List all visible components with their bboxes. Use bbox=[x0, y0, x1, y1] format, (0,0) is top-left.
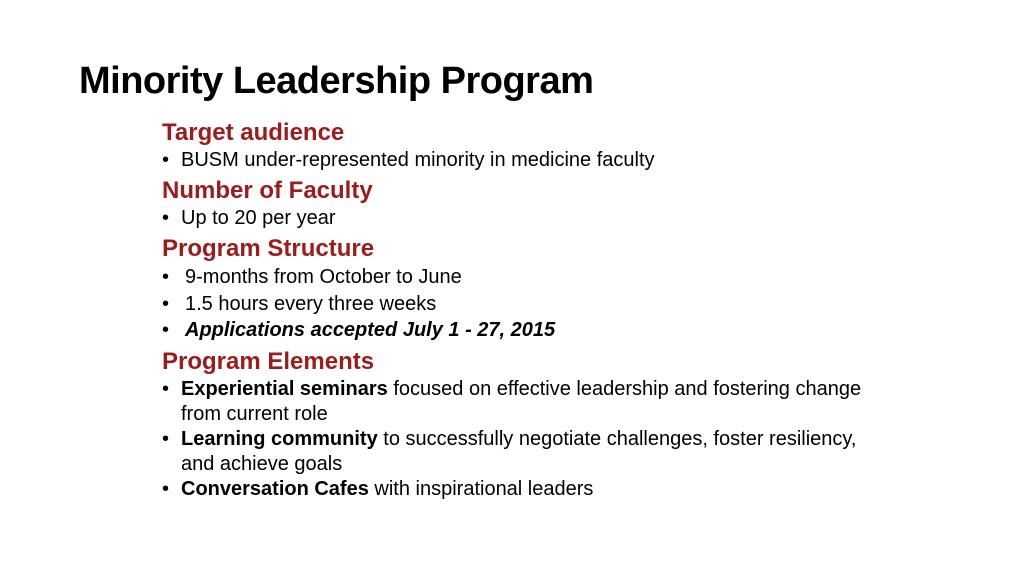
bullet-icon: • bbox=[162, 377, 170, 400]
list-item bbox=[162, 427, 882, 477]
number-of-faculty-list bbox=[162, 206, 882, 231]
list-item-text: BUSM under-represented minority in medicine faculty bbox=[181, 149, 655, 171]
list-item bbox=[162, 206, 882, 231]
section-heading-program-structure: Program Structure bbox=[162, 235, 375, 262]
list-item bbox=[162, 148, 882, 173]
bullet-icon: • bbox=[162, 149, 170, 171]
section-heading-number-of-faculty: Number of Faculty bbox=[162, 177, 373, 204]
list-item bbox=[162, 377, 882, 427]
program-elements-list bbox=[162, 377, 882, 502]
list-item bbox=[162, 317, 882, 344]
bullet-icon: • bbox=[162, 319, 170, 341]
applications-dates-text: Applications accepted July 1 - 27, 2015 bbox=[185, 319, 556, 341]
element-term: Experiential seminars bbox=[181, 377, 388, 400]
section-heading-program-elements: Program Elements bbox=[162, 347, 375, 375]
section-heading-target-audience: Target audience bbox=[162, 119, 345, 146]
element-description: to successfully negotiate challenges, foster resiliency, and achieve goals bbox=[181, 427, 857, 475]
bullet-icon: • bbox=[162, 477, 170, 500]
list-item-text: 9-months from October to June bbox=[185, 266, 462, 288]
element-term: Conversation Cafes bbox=[181, 477, 369, 500]
list-item-text: Up to 20 per year bbox=[181, 207, 336, 229]
element-description: with inspirational leaders bbox=[368, 477, 594, 500]
bullet-icon: • bbox=[162, 292, 170, 315]
bullet-icon: • bbox=[162, 427, 170, 450]
slide-body bbox=[162, 118, 882, 505]
list-item bbox=[162, 477, 882, 502]
bullet-icon: • bbox=[162, 207, 170, 229]
target-audience-list bbox=[162, 148, 882, 173]
element-description: focused on effective leadership and fostering change from current role bbox=[181, 377, 862, 425]
list-item-text: 1.5 hours every three weeks bbox=[185, 292, 437, 315]
list-item bbox=[162, 291, 882, 318]
list-item bbox=[162, 264, 882, 291]
program-structure-list bbox=[162, 264, 882, 344]
bullet-icon: • bbox=[162, 266, 170, 288]
slide-title: Minority Leadership Program bbox=[79, 60, 594, 102]
element-term: Learning community bbox=[181, 427, 378, 450]
